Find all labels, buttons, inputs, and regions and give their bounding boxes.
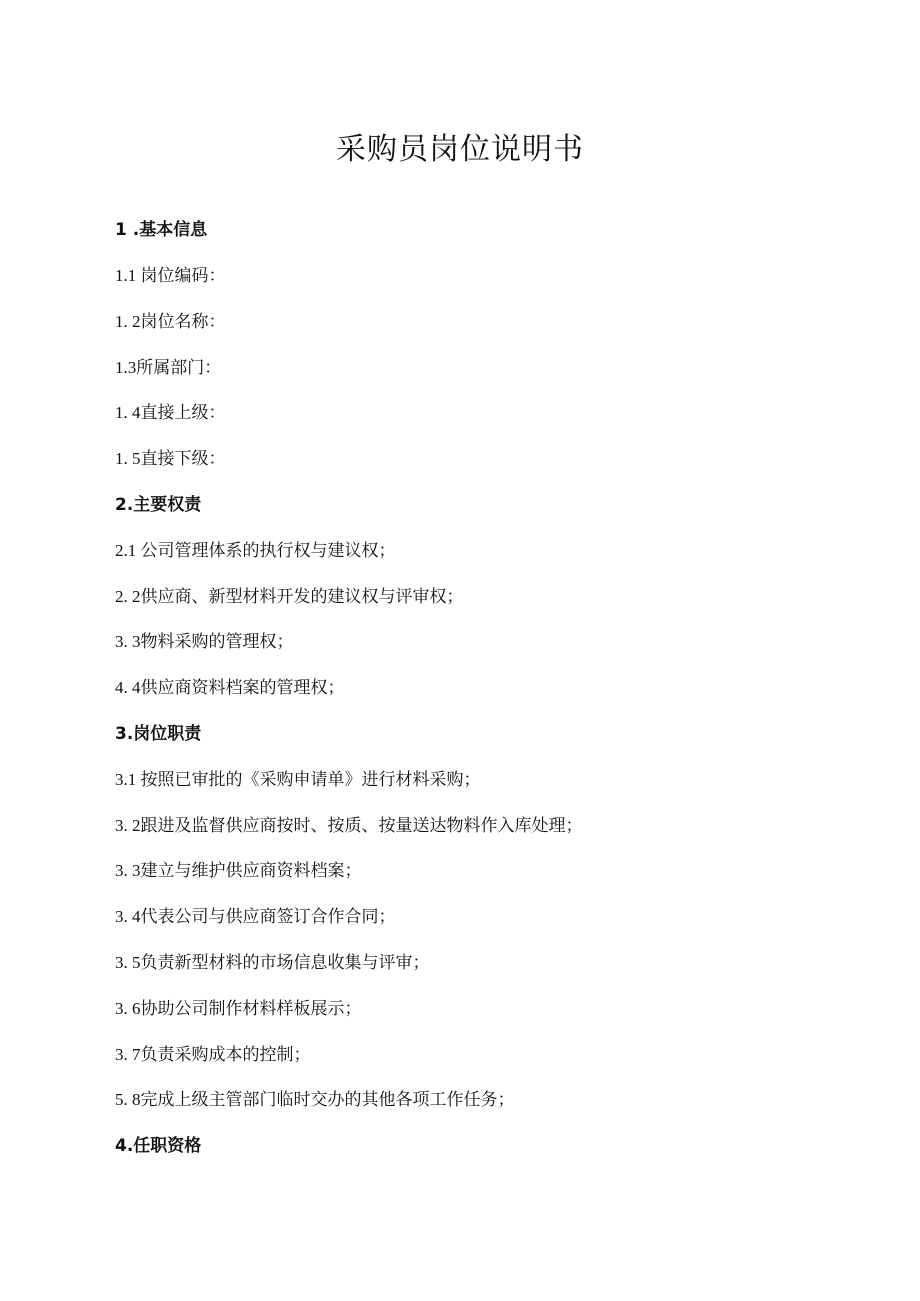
duty-item: 3. 3建立与维护供应商资料档案；	[115, 861, 362, 880]
section-heading-basic-info: 1 .基本信息	[115, 220, 208, 240]
document-title: 采购员岗位说明书	[336, 132, 584, 167]
basic-info-item: 1. 2岗位名称：	[115, 312, 226, 331]
duty-item: 3. 4代表公司与供应商签订合作合同；	[115, 907, 396, 926]
section-heading-duties: 3.岗位职责	[115, 724, 202, 744]
duty-item: 3. 7负责采购成本的控制；	[115, 1045, 311, 1064]
authority-item: 4. 4供应商资料档案的管理权；	[115, 678, 345, 697]
basic-info-item: 1. 5直接下级：	[115, 449, 226, 468]
section-heading-authority: 2.主要权责	[115, 495, 202, 515]
duty-item: 3.1 按照已审批的《采购申请单》进行材料采购；	[115, 770, 481, 789]
section-heading-qualifications: 4.任职资格	[115, 1136, 202, 1156]
authority-item: 2.1 公司管理体系的执行权与建议权；	[115, 541, 396, 560]
basic-info-item: 1.1 岗位编码：	[115, 266, 226, 285]
authority-item: 3. 3物料采购的管理权；	[115, 632, 294, 651]
basic-info-item: 1.3所属部门：	[115, 358, 222, 377]
duty-item: 3. 2跟进及监督供应商按时、按质、按量送达物料作入库处理；	[115, 816, 583, 835]
duty-item: 3. 5负责新型材料的市场信息收集与评审；	[115, 953, 430, 972]
basic-info-item: 1. 4直接上级：	[115, 403, 226, 422]
authority-item: 2. 2供应商、新型材料开发的建议权与评审权；	[115, 587, 464, 606]
duty-item: 5. 8完成上级主管部门临时交办的其他各项工作任务；	[115, 1090, 515, 1109]
duty-item: 3. 6协助公司制作材料样板展示；	[115, 999, 362, 1018]
